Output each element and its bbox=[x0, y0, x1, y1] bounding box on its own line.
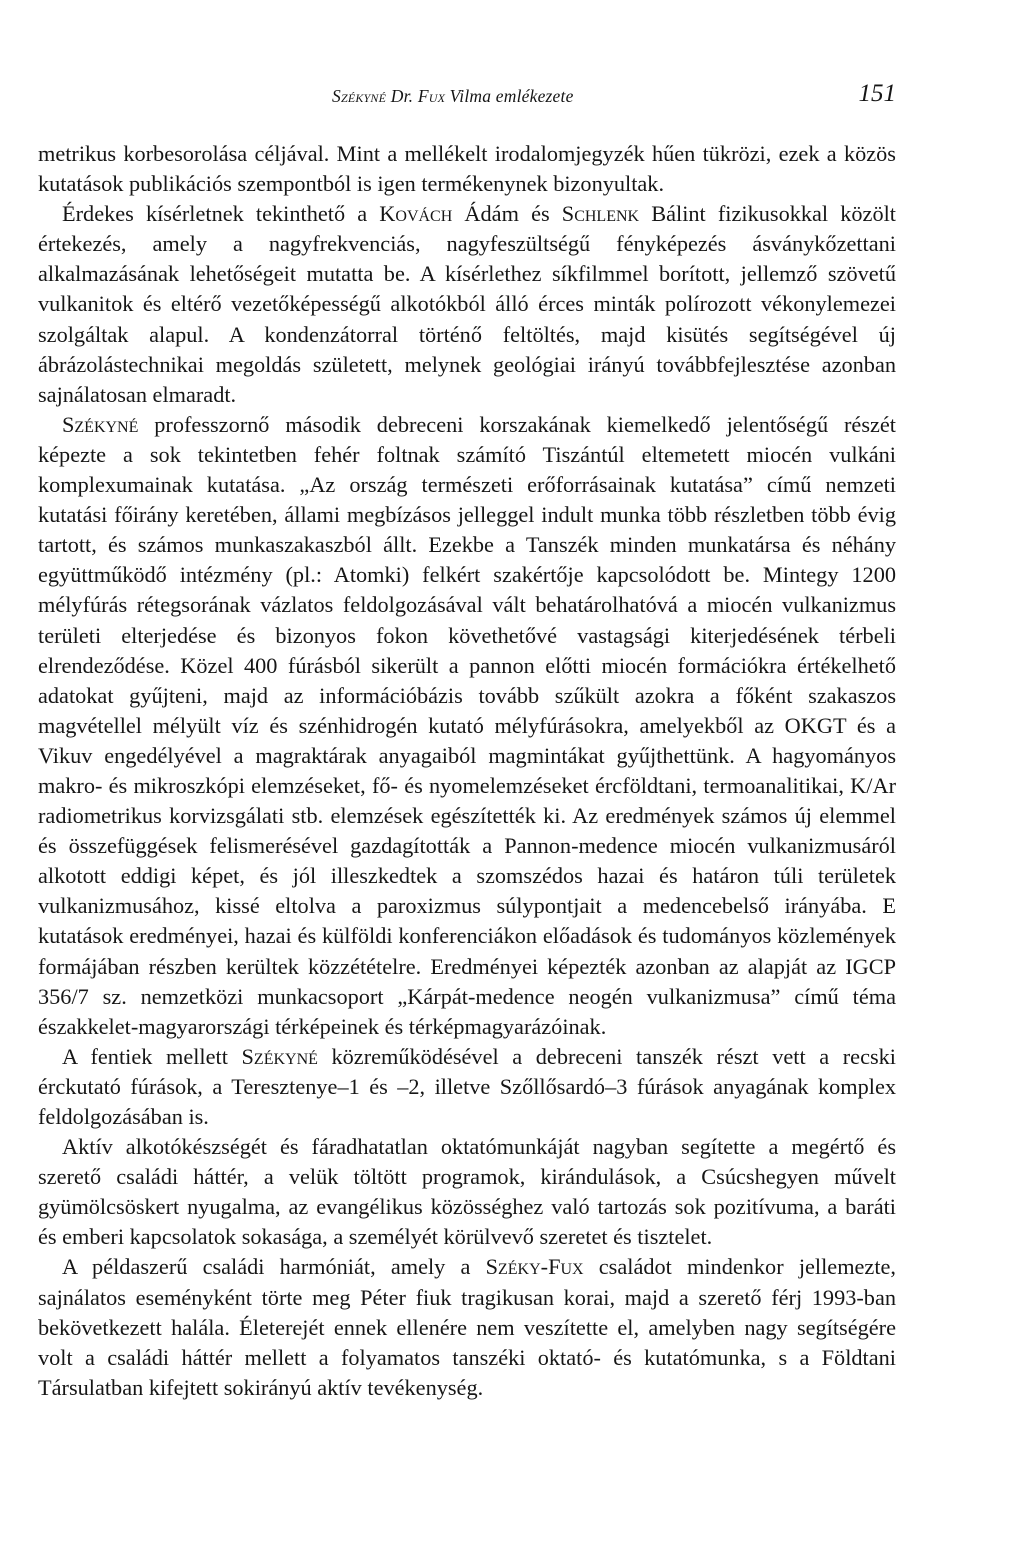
person-name-szekyne: Székyné bbox=[241, 1043, 318, 1069]
paragraph-3-text-a: professzornő második debreceni korszakának kiemelkedő jelentőségű részét képezte a sok tekintetben fehér foltnak számító Tiszántúl eltemetett miocén vulkáni komplexumainak kutatása. „Az ország természeti erőforrásainak kutatása” című nemzeti kutatási főirány keretében, állami megbízásos jelleggel indult munka több részletben több évig tartott, és számos munkaszakaszból állt. Ezekbe a Tanszék minden munkatársa és néhány együttműködő intézmény (pl.: Atomki) felkért szakértője kapcsolódott be. Mintegy 1200 mélyfúrás rétegsorának vázlatos feldolgozásával vált behatárolhatóvá a miocén vulkanizmus területi elterjedése és bizonyos fokon követhetővé vastagsági kiterjedésének térbeli elrendeződése. Közel 400 fúrásból sikerült a pannon előtti miocén formációkra értékelhető adatokat gyűjteni, majd az információbázis tovább szűkült azokra a főként szakaszos magvétellel mélyült víz és szénhidrogén kutató mélyfúrásokra, amelyekből az OKGT és a Vikuv engedélyével a magraktárak anyagaiból magmintákat gyűjthettünk. A hagyományos makro- és mikroszkópi elemzéseket, fő- és nyomelemzéseket ércföldtani, termoanalitikai, K/Ar radiometrikus korvizsgálati stb. elemzések egészítették ki. Az eredmények számos új elemmel és összefüggések felismerésével gazdagították a Pannon-medence miocén vulkanizmusáról alkotott eddigi képet, és jól illeszkedtek a szomszédos hazai és határon túli területek vulkanizmusához, kissé eltolva a paroxizmus súlypontjait a medencebelső irányába. E kutatások eredményei, hazai és külföldi konferenciákon előadások és tudományos közlemények formájában részben kerültek közzétételre. Eredményei képezték azonban az alapját az IGCP 356/7 sz. nemzetközi munkacsoport „Kárpát-medence neogén vulkanizmusa” című téma északkelet-magyarországi térképeinek és térképmagyarázóinak. bbox=[38, 411, 896, 1039]
running-head bbox=[38, 80, 896, 114]
person-name-kovach: Kovách bbox=[379, 201, 453, 227]
paragraph-5: Aktív alkotókészségét és fáradhatatlan oktatómunkáját nagyban segítette a megértő és szerető családi háttér, a velük töltött programok, kirándulások, a Csúcshegyen művelt gyümölcsöskert nyugalma, az evangélikus közösséghez való tartozás sok pozitívuma, a baráti és emberi kapcsolatok sokasága, a személyét körülvevő szeretet és tisztelet. bbox=[38, 1134, 896, 1250]
paragraph-2-text-a: Érdekes kísérletnek tekinthető a bbox=[62, 201, 380, 227]
person-name-schlenk: Schlenk bbox=[561, 201, 640, 227]
paragraph-2-text-c: Bálint fizikusokkal közölt értekezés, amely a nagyfrekvenciás, nagyfeszültségű fényképezés ásványkőzettani alkalmazásának lehetőségeit mutatta be. A kísérlethez síkfilmmel borított, jellemző szövetű vulkanitok és eltérő vezetőképességű alkotókból álló érces minták polírozott vékonylemezei szolgáltak alapul. A kondenzátorral történő feltöltés, majd kisütés segítségével új ábrázolástechnikai megoldás született, melynek geológiai irányú továbbfejlesztése azonban sajnálatosan elmaradt. bbox=[38, 201, 896, 407]
paragraph-4-text-a: A fentiek mellett bbox=[62, 1043, 242, 1069]
paragraph-3 bbox=[38, 410, 896, 1042]
running-title bbox=[332, 86, 574, 107]
running-title-part-1: Dr. bbox=[386, 86, 418, 106]
body-text bbox=[38, 139, 896, 1403]
paragraph-2 bbox=[38, 199, 896, 410]
running-title-part-2: Vilma emlékezete bbox=[445, 86, 574, 106]
paragraph-4 bbox=[38, 1042, 896, 1132]
paragraph-2-text-b: Ádám és bbox=[452, 201, 562, 227]
page-number: 151 bbox=[858, 80, 896, 107]
person-name-szekyne: Székyné bbox=[62, 411, 139, 437]
person-name-szeky-fux: Széky-Fux bbox=[485, 1254, 584, 1280]
running-title-name-1: Székyné bbox=[332, 86, 387, 106]
paragraph-6-text-a: A példaszerű családi harmóniát, amely a bbox=[62, 1254, 486, 1280]
paragraph-6-text-b: családot mindenkor jellemezte, sajnálatos eseményként törte meg Péter fiuk tragikusan korai, majd a szerető férj 1993-ban bekövetkezett halála. Életerejét ennek ellenére nem veszítette el, amelyben nagy segítségére volt a családi háttér mellett a folyamatos tanszéki oktató- és kutatómunka, s a Földtani Társulatban kifejtett sokirányú aktív tevékenység. bbox=[38, 1254, 896, 1400]
paragraph-4-text-b: közreműködésével a debreceni tanszék részt vett a recski érckutató fúrások, a Teresztenye–1 és –2, illetve Szőllősardó–3 fúrások anyagának komplex feldolgozásában is. bbox=[38, 1043, 896, 1129]
paragraph-6 bbox=[38, 1252, 896, 1402]
paragraph-1: metrikus korbesorolása céljával. Mint a mellékelt irodalomjegyzék hűen tükrözi, ezek a közös kutatások publikációs szempontból is igen termékenynek bizonyultak. bbox=[38, 141, 896, 197]
running-title-name-2: Fux bbox=[417, 86, 446, 106]
